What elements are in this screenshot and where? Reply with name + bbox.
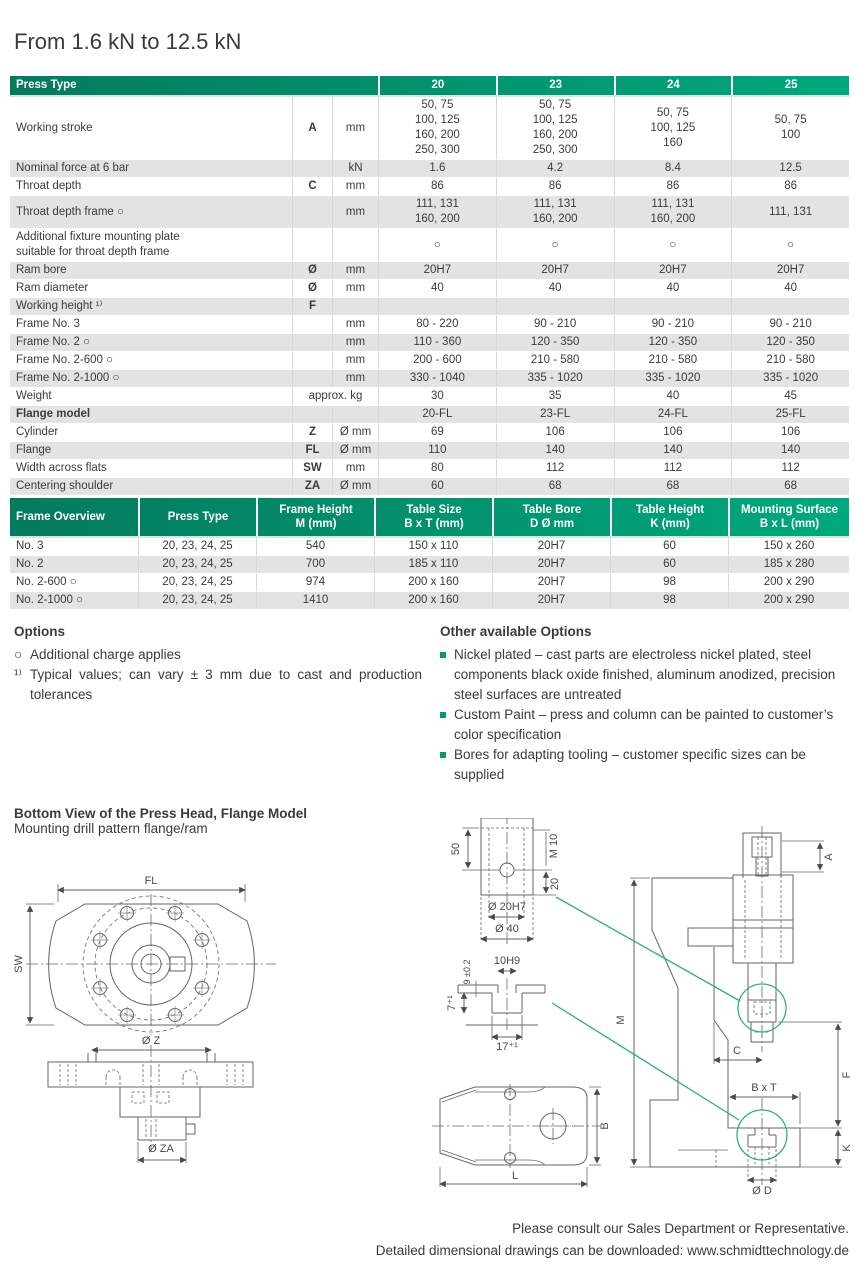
dim-label-10h9: 10H9 [493, 955, 521, 967]
frame-header-frame-height: Frame Height M (mm) [256, 498, 374, 536]
spec-row-label: Throat depth [16, 180, 82, 192]
spec-cell-value: 210 - 580 [614, 352, 732, 369]
dim-label-a: A [823, 853, 835, 861]
spec-row-unit: mm [332, 196, 378, 228]
frame-cell-value: 20, 23, 24, 25 [138, 556, 256, 573]
frame-cell-value: 60 [610, 556, 728, 573]
spec-row-label: Ram bore [16, 264, 67, 276]
spec-header-col-25: 25 [731, 76, 849, 95]
spec-table-row [10, 97, 849, 160]
spec-cell-value: ○ [378, 229, 496, 261]
spec-row-unit [332, 229, 378, 261]
frame-cell-value: 1410 [256, 592, 374, 609]
technical-drawings [0, 818, 857, 1218]
spec-row-symbol [292, 406, 332, 423]
spec-cell-value: 80 - 220 [378, 316, 496, 333]
spec-table-header [10, 76, 849, 97]
spec-table-row [10, 316, 849, 334]
spec-cell-value [496, 298, 614, 315]
spec-cell-value: 35 [496, 388, 614, 405]
bottom-view-subheading: Mounting drill pattern flange/ram [14, 821, 208, 836]
spec-row-label: Additional fixture mounting plate suitable for throat depth frame [16, 231, 180, 258]
spec-table-row [10, 406, 849, 424]
spec-table-body [10, 97, 849, 496]
spec-table-row [10, 178, 849, 196]
spec-row-symbol: Ø [292, 280, 332, 297]
dim-label-50: 50 [450, 842, 462, 856]
spec-header-label: Press Type [16, 79, 77, 91]
other-options-section [440, 622, 856, 785]
frame-cell-value: 20, 23, 24, 25 [138, 592, 256, 609]
flange-bottom-view-drawing [26, 884, 276, 1035]
spec-cell-value: 86 [614, 178, 732, 195]
spec-cell-value: 20H7 [496, 262, 614, 279]
frame-header-table-size: Table Size B x T (mm) [374, 498, 492, 536]
spec-cell-value: 200 - 600 [378, 352, 496, 369]
spec-cell-value: ○ [496, 229, 614, 261]
footer-line1: Please consult our Sales Department or Representative. [512, 1221, 849, 1236]
dim-label-9: 9 ±0.2 [462, 959, 472, 985]
spec-cell-value: ○ [614, 229, 732, 261]
spec-cell-value: 140 [731, 442, 849, 459]
spec-cell-value: 140 [614, 442, 732, 459]
spec-cell-value: 68 [731, 478, 849, 495]
dim-label-40: Ø 40 [495, 923, 519, 935]
spec-cell-value: 111, 131 160, 200 [378, 196, 496, 228]
dim-label-c: C [733, 1045, 741, 1057]
frame-cell-value: 700 [256, 556, 374, 573]
frame-cell-value: 150 x 260 [728, 538, 849, 555]
spec-row-label: Ram diameter [16, 282, 89, 294]
spec-cell-value: 20-FL [378, 406, 496, 423]
spec-cell-value: 20H7 [731, 262, 849, 279]
spec-cell-value: 86 [496, 178, 614, 195]
spec-row-label: Throat depth frame ○ [16, 205, 124, 218]
spec-cell-value: 40 [614, 388, 732, 405]
frame-cell-value: No. 2-600 ○ [16, 576, 77, 588]
spec-row-unit: mm [332, 352, 378, 369]
dim-label-sw: SW [13, 955, 25, 973]
spec-header-col-23: 23 [496, 76, 614, 95]
frame-table-row [10, 556, 849, 574]
spec-cell-value: 111, 131 160, 200 [496, 196, 614, 228]
frame-cell-value: 200 x 160 [374, 574, 492, 591]
dim-label-z: Ø Z [141, 1035, 161, 1047]
spec-row-unit: mm [332, 316, 378, 333]
frame-cell-value: 20H7 [492, 556, 610, 573]
other-options-list [440, 645, 856, 785]
spec-cell-value: 12.5 [731, 160, 849, 177]
frame-table-body [10, 538, 849, 610]
spec-row-unit: Ø mm [332, 478, 378, 495]
spec-row-symbol: Z [292, 424, 332, 441]
option-item [14, 645, 422, 665]
spec-row-label: Working height ¹⁾ [16, 300, 103, 312]
spec-cell-value: 68 [496, 478, 614, 495]
spec-row-label: Weight [16, 390, 52, 402]
spec-cell-value: 106 [731, 424, 849, 441]
spec-row-symbol: A [292, 97, 332, 159]
frame-cell-value: 974 [256, 574, 374, 591]
dim-label-k: K [841, 1144, 853, 1152]
frame-cell-value: 20H7 [492, 538, 610, 555]
dim-label-17: 17⁺¹ [496, 1041, 518, 1053]
frame-table-row [10, 592, 849, 610]
spec-cell-value: 20H7 [614, 262, 732, 279]
frame-cell-value: 200 x 290 [728, 592, 849, 609]
spec-table-row [10, 370, 849, 388]
spec-cell-value: 45 [731, 388, 849, 405]
spec-header-col-20: 20 [378, 76, 496, 95]
spec-row-unit: mm [332, 280, 378, 297]
spec-row-unit: mm [332, 460, 378, 477]
spec-cell-value: 335 - 1020 [731, 370, 849, 387]
spec-cell-value: 330 - 1040 [378, 370, 496, 387]
option-text: Additional charge applies [30, 647, 181, 662]
frame-cell-value: 98 [610, 592, 728, 609]
spec-row-unit: mm [332, 262, 378, 279]
spec-row-unit: mm [332, 370, 378, 387]
dim-label-fl: FL [144, 875, 158, 887]
dim-label-7: 7⁺¹ [446, 995, 458, 1011]
frame-cell-value: No. 2-1000 ○ [16, 594, 84, 606]
option-text: Typical values; can vary ± 3 mm due to cast and production tolerances [30, 667, 422, 702]
frame-cell-value: 200 x 160 [374, 592, 492, 609]
frame-overview-table [10, 498, 849, 610]
spec-cell-value: 120 - 350 [496, 334, 614, 351]
other-option-item [440, 745, 856, 785]
spec-cell-value: 335 - 1020 [496, 370, 614, 387]
other-option-item [440, 705, 856, 745]
spec-row-label: Frame No. 3 [16, 318, 80, 330]
spec-cell-value: 40 [496, 280, 614, 297]
spec-cell-value: 110 [378, 442, 496, 459]
frame-table-row [10, 574, 849, 592]
spec-table-row [10, 460, 849, 478]
spec-cell-value: 50, 75 100, 125 160, 200 250, 300 [378, 97, 496, 159]
spec-cell-value: 1.6 [378, 160, 496, 177]
dim-label-m: M [615, 1015, 627, 1025]
spec-cell-value: 112 [614, 460, 732, 477]
spec-row-unit: Ø mm [332, 442, 378, 459]
spec-row-symbol: ZA [292, 478, 332, 495]
spec-row-symbol: Ø [292, 262, 332, 279]
spec-cell-value: 106 [496, 424, 614, 441]
spec-cell-value: 50, 75 100, 125 160 [614, 97, 732, 159]
spec-row-unit: mm [332, 97, 378, 159]
spec-cell-value: 8.4 [614, 160, 732, 177]
spec-cell-value: 50, 75 100, 125 160, 200 250, 300 [496, 97, 614, 159]
spec-cell-value: 112 [731, 460, 849, 477]
dim-label-d: Ø D [752, 1185, 772, 1197]
spec-row-label: Cylinder [16, 426, 59, 438]
options-list [14, 645, 422, 705]
dim-label-b: B [599, 1122, 611, 1130]
spec-row-label: Flange model [16, 408, 91, 420]
spec-table-row [10, 478, 849, 496]
frame-cell-value: 60 [610, 538, 728, 555]
spec-cell-value: 106 [614, 424, 732, 441]
frame-header-mounting-surface: Mounting Surface B x L (mm) [728, 498, 849, 536]
spec-cell-value: 120 - 350 [731, 334, 849, 351]
callout-leader-ram [556, 897, 740, 1001]
frame-table-header [10, 498, 849, 538]
website-url[interactable]: www.schmidttechnology.de [687, 1243, 849, 1258]
spec-cell-value: 24-FL [614, 406, 732, 423]
page-footer [376, 1218, 849, 1262]
spec-cell-value: 69 [378, 424, 496, 441]
option-marker: ○ [14, 647, 23, 662]
spec-cell-value: 90 - 210 [731, 316, 849, 333]
spec-cell-value: ○ [731, 229, 849, 261]
footer-line2: Detailed dimensional drawings can be downloaded: www.schmidttechnology.de [375, 1243, 849, 1258]
page-title: From 1.6 kN to 12.5 kN [14, 28, 242, 54]
spec-table-row [10, 160, 849, 178]
frame-cell-value: 150 x 110 [374, 538, 492, 555]
spec-cell-value: 86 [378, 178, 496, 195]
spec-row-symbol [292, 196, 332, 228]
frame-table-row [10, 538, 849, 556]
spec-table-row [10, 298, 849, 316]
spec-table-row [10, 280, 849, 298]
spec-table-row [10, 352, 849, 370]
spec-cell-value: 4.2 [496, 160, 614, 177]
spec-cell-value: 50, 75 100 [731, 97, 849, 159]
spec-row-unit [332, 298, 378, 315]
bullet-square-icon [440, 712, 446, 718]
spec-cell-value: 40 [378, 280, 496, 297]
frame-cell-value: 20H7 [492, 574, 610, 591]
spec-table-row [10, 388, 849, 406]
spec-row-symbol [292, 229, 332, 261]
spec-row-unit: kN [332, 160, 378, 177]
spec-row-unit: mm [332, 178, 378, 195]
spec-row-symbol [292, 160, 332, 177]
spec-table [10, 76, 849, 496]
frame-cell-value: 540 [256, 538, 374, 555]
spec-row-label: Width across flats [16, 462, 107, 474]
spec-row-label: Frame No. 2-600 ○ [16, 354, 114, 366]
dim-label-20h7: Ø 20H7 [488, 901, 526, 913]
other-option-text: Custom Paint – press and column can be painted to customer’s color specification [454, 707, 834, 742]
spec-table-row [10, 334, 849, 352]
spec-row-unit: Ø mm [332, 424, 378, 441]
spec-cell-value: 111, 131 [731, 196, 849, 228]
spec-cell-value: 30 [378, 388, 496, 405]
press-side-view-drawing [630, 826, 842, 1185]
spec-cell-value: 68 [614, 478, 732, 495]
options-heading: Options [14, 624, 65, 639]
dim-label-za: Ø ZA [148, 1143, 174, 1155]
spec-row-symbol [292, 316, 332, 333]
spec-cell-value: 210 - 580 [496, 352, 614, 369]
frame-cell-value: 98 [610, 574, 728, 591]
spec-cell-value: 86 [731, 178, 849, 195]
spec-row-unit: mm [332, 334, 378, 351]
bullet-square-icon [440, 652, 446, 658]
spec-row-label: Flange [16, 444, 52, 456]
frame-header-table-bore: Table Bore D Ø mm [492, 498, 610, 536]
other-options-heading: Other available Options [440, 624, 592, 639]
spec-cell-value: 120 - 350 [614, 334, 732, 351]
spec-row-symbol: F [292, 298, 332, 315]
spec-row-label: Centering shoulder [16, 480, 114, 492]
spec-cell-value: 20H7 [378, 262, 496, 279]
spec-row-unit [332, 406, 378, 423]
frame-cell-value: No. 2 [16, 558, 44, 570]
spec-header-col-24: 24 [614, 76, 732, 95]
spec-table-row [10, 442, 849, 460]
spec-row-label: Working stroke [16, 121, 93, 134]
spec-cell-value: 40 [614, 280, 732, 297]
spec-cell-value [731, 298, 849, 315]
frame-cell-value: 185 x 280 [728, 556, 849, 573]
spec-cell-value: 335 - 1020 [614, 370, 732, 387]
spec-cell-value: 40 [731, 280, 849, 297]
dim-label-20: 20 [549, 877, 561, 891]
spec-table-row [10, 196, 849, 229]
spec-row-symbol: FL [292, 442, 332, 459]
spec-cell-value: 90 - 210 [614, 316, 732, 333]
frame-cell-value: 20, 23, 24, 25 [138, 538, 256, 555]
frame-cell-value: 20H7 [492, 592, 610, 609]
spec-row-unit: approx. kg [292, 388, 378, 405]
other-option-item [440, 645, 856, 705]
frame-header-press-type: Press Type [138, 498, 256, 536]
option-marker: ¹⁾ [14, 667, 22, 682]
frame-cell-value: 20, 23, 24, 25 [138, 574, 256, 591]
spec-cell-value: 210 - 580 [731, 352, 849, 369]
spec-row-symbol [292, 370, 332, 387]
spec-row-label: Frame No. 2 ○ [16, 336, 91, 348]
spec-cell-value: 23-FL [496, 406, 614, 423]
dim-label-bxt: B x T [751, 1082, 777, 1094]
spec-cell-value: 25-FL [731, 406, 849, 423]
spec-cell-value [378, 298, 496, 315]
spec-cell-value: 90 - 210 [496, 316, 614, 333]
other-option-text: Bores for adapting tooling – customer specific sizes can be supplied [454, 747, 806, 782]
spec-row-symbol [292, 334, 332, 351]
frame-cell-value: 185 x 110 [374, 556, 492, 573]
spec-row-symbol [292, 352, 332, 369]
spec-cell-value: 80 [378, 460, 496, 477]
frame-cell-value: 200 x 290 [728, 574, 849, 591]
spec-cell-value: 111, 131 160, 200 [614, 196, 732, 228]
frame-header-table-height: Table Height K (mm) [610, 498, 728, 536]
other-option-text: Nickel plated – cast parts are electroless nickel plated, steel components black oxide finished, aluminum anodized, precision steel surfaces are untreated [454, 647, 836, 702]
spec-table-row [10, 262, 849, 280]
spec-row-label: Frame No. 2-1000 ○ [16, 372, 120, 384]
dim-label-f: F [841, 1071, 853, 1079]
spec-cell-value [614, 298, 732, 315]
spec-row-symbol: SW [292, 460, 332, 477]
option-item [14, 665, 422, 705]
spec-row-label: Nominal force at 6 bar [16, 162, 130, 174]
bottom-view-heading: Bottom View of the Press Head, Flange Model [14, 806, 308, 821]
dim-label-l: L [511, 1170, 519, 1182]
spec-table-row [10, 229, 849, 262]
spec-row-symbol: C [292, 178, 332, 195]
spec-cell-value: 112 [496, 460, 614, 477]
dim-label-m10: M 10 [548, 833, 560, 859]
callout-leader-slot [552, 1003, 739, 1120]
spec-cell-value: 110 - 360 [378, 334, 496, 351]
frame-header-overview: Frame Overview [16, 511, 105, 523]
spec-cell-value: 140 [496, 442, 614, 459]
frame-cell-value: No. 3 [16, 540, 44, 552]
spec-table-row [10, 424, 849, 442]
spec-cell-value: 60 [378, 478, 496, 495]
options-section [14, 622, 422, 705]
bullet-square-icon [440, 752, 446, 758]
